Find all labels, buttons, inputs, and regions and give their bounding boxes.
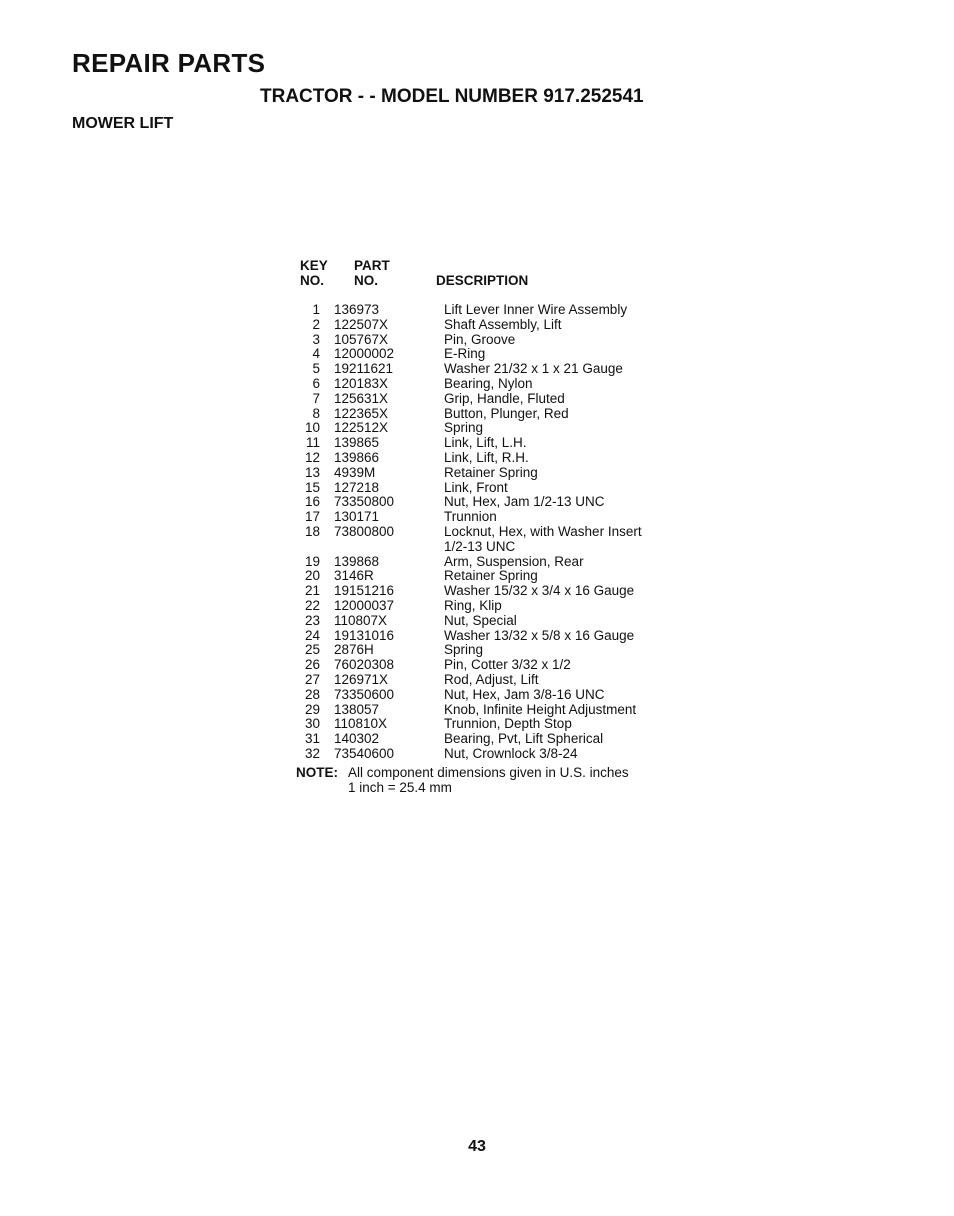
description-cell: Washer 15/32 x 3/4 x 16 Gauge [444, 583, 635, 599]
description-header: DESCRIPTION [436, 273, 529, 288]
description-cell: 1/2-13 UNC [444, 538, 516, 554]
key-no-cell: 1 [312, 302, 320, 317]
table-row [296, 421, 676, 436]
key-no-cell: 24 [304, 627, 320, 643]
part-no-cell: 120183X [334, 375, 389, 391]
key-no-cell: 29 [304, 701, 320, 717]
key-no-cell: 6 [312, 375, 320, 391]
description-cell: Knob, Infinite Height Adjustment [444, 701, 637, 717]
note [296, 765, 676, 795]
table-row [296, 362, 676, 377]
key-no-cell: 32 [304, 745, 320, 761]
table-row [296, 333, 676, 348]
model-subtitle: TRACTOR - - MODEL NUMBER 917.252541 [260, 86, 644, 107]
key-no-header-line1: KEY [300, 258, 328, 273]
table-row [296, 377, 676, 392]
page-number: 43 [468, 1138, 486, 1155]
key-no-cell: 30 [304, 716, 320, 732]
part-no-cell: 139868 [334, 553, 380, 569]
description-cell: Nut, Crownlock 3/8-24 [444, 745, 578, 761]
table-row [296, 629, 676, 644]
key-no-cell: 25 [304, 642, 320, 658]
description-cell: Lift Lever Inner Wire Assembly [444, 302, 628, 317]
table-row [296, 688, 676, 703]
part-no-cell: 19151216 [334, 583, 395, 599]
part-no-cell: 126971X [334, 671, 389, 687]
part-no-cell: 110810X [334, 716, 388, 732]
table-row [296, 451, 676, 466]
key-no-cell: 15 [304, 479, 320, 495]
key-no-cell: 23 [304, 612, 320, 628]
part-no-cell: 139866 [334, 449, 380, 465]
description-cell: Washer 21/32 x 1 x 21 Gauge [444, 361, 623, 377]
key-no-cell: 31 [304, 731, 320, 747]
table-row [296, 436, 676, 451]
table-row [296, 614, 676, 629]
page-title: REPAIR PARTS [72, 48, 266, 78]
description-cell: Nut, Hex, Jam 3/8-16 UNC [444, 686, 605, 702]
note-line1: All component dimensions given in U.S. inches [348, 764, 629, 780]
note-label: NOTE: [296, 764, 338, 780]
table-row [296, 732, 676, 747]
description-cell: Rod, Adjust, Lift [444, 671, 539, 687]
key-no-cell: 20 [304, 568, 320, 584]
key-no-cell: 2 [312, 316, 320, 332]
key-no-cell: 8 [312, 405, 320, 421]
table-row [296, 525, 676, 540]
table-row [296, 318, 676, 333]
part-no-cell: 73350800 [334, 494, 395, 510]
table-row [296, 495, 676, 510]
table-row [296, 347, 676, 362]
note-line2: 1 inch = 25.4 mm [348, 779, 452, 795]
part-no-header-line1: PART [354, 258, 390, 273]
key-no-cell: 4 [312, 346, 320, 362]
part-no-header-line2: NO. [354, 273, 379, 288]
description-cell: E-Ring [444, 346, 486, 362]
part-no-cell: 138057 [334, 701, 380, 717]
part-no-cell: 139865 [334, 435, 380, 451]
description-cell: Grip, Handle, Fluted [444, 390, 565, 406]
key-no-cell: 28 [304, 686, 320, 702]
description-cell: Link, Front [444, 479, 508, 495]
table-row [296, 481, 676, 496]
description-cell: Arm, Suspension, Rear [444, 553, 584, 569]
table-row [296, 643, 676, 658]
part-no-cell [320, 540, 444, 555]
key-no-cell: 13 [304, 464, 320, 480]
description-cell: Trunnion, Depth Stop [444, 716, 572, 732]
description-cell: Spring [444, 420, 484, 436]
part-no-cell: 122507X [334, 316, 389, 332]
description-cell: Button, Plunger, Red [444, 405, 569, 421]
key-no-cell: 7 [312, 390, 320, 406]
section-title: MOWER LIFT [72, 115, 174, 132]
table-row [296, 703, 676, 718]
description-cell: Bearing, Nylon [444, 375, 533, 391]
key-no-cell: 26 [304, 657, 320, 673]
table-row [296, 466, 676, 481]
key-no-cell: 27 [304, 671, 320, 687]
key-no-cell: 19 [304, 553, 320, 569]
part-no-cell: 19131016 [334, 627, 395, 643]
description-cell: Pin, Cotter 3/32 x 1/2 [444, 657, 571, 673]
table-row [296, 658, 676, 673]
key-no-cell: 16 [304, 494, 320, 510]
table-row [296, 303, 676, 318]
part-no-cell: 12000002 [334, 346, 395, 362]
description-cell: Link, Lift, R.H. [444, 449, 529, 465]
parts-list [296, 256, 676, 795]
key-no-cell: 5 [312, 361, 320, 377]
key-no-cell: 11 [305, 435, 320, 451]
part-no-cell: 136973 [334, 302, 380, 317]
parts-rows [296, 303, 676, 762]
part-no-cell: 127218 [334, 479, 380, 495]
key-no-header-line2: NO. [300, 273, 325, 288]
table-row [296, 540, 676, 555]
part-no-cell: 73540600 [334, 745, 395, 761]
description-cell: Retainer Spring [444, 464, 538, 480]
key-no-cell: 10 [304, 420, 320, 436]
table-row [296, 747, 676, 762]
part-no-cell: 122512X [334, 420, 389, 436]
part-no-cell: 130171 [334, 509, 380, 525]
description-cell: Shaft Assembly, Lift [444, 316, 562, 332]
key-no-cell: 21 [304, 583, 320, 599]
description-cell: Nut, Hex, Jam 1/2-13 UNC [444, 494, 605, 510]
description-cell: Bearing, Pvt, Lift Spherical [444, 731, 604, 747]
note-text [348, 765, 676, 795]
table-row [296, 717, 676, 732]
part-no-cell: 73350600 [334, 686, 395, 702]
table-row [296, 584, 676, 599]
key-no-cell [296, 540, 320, 555]
description-cell: Trunnion [444, 509, 497, 525]
part-no-cell: 110807X [334, 612, 388, 628]
description-cell: Washer 13/32 x 5/8 x 16 Gauge [444, 627, 635, 643]
key-no-cell: 17 [304, 509, 320, 525]
description-cell: Link, Lift, L.H. [444, 435, 527, 451]
table-row [296, 407, 676, 422]
part-no-cell: 73800800 [334, 523, 395, 539]
part-no-cell: 2876H [334, 642, 374, 658]
part-no-cell: 4939M [334, 464, 376, 480]
part-no-cell: 125631X [334, 390, 389, 406]
key-no-cell: 3 [312, 331, 320, 347]
part-no-cell: 76020308 [334, 657, 395, 673]
description-cell: Ring, Klip [444, 597, 502, 613]
part-no-cell: 12000037 [334, 597, 395, 613]
parts-list-header [296, 256, 676, 290]
table-row [296, 599, 676, 614]
table-row [296, 673, 676, 688]
key-no-cell: 22 [304, 597, 320, 613]
description-cell: Locknut, Hex, with Washer Insert [444, 523, 642, 539]
part-no-cell: 19211621 [334, 361, 394, 377]
description-cell: Pin, Groove [444, 331, 516, 347]
table-row [296, 392, 676, 407]
description-cell: Retainer Spring [444, 568, 538, 584]
table-row [296, 569, 676, 584]
key-no-cell: 12 [304, 449, 320, 465]
table-row [296, 510, 676, 525]
description-cell: Nut, Special [444, 612, 517, 628]
part-no-cell: 105767X [334, 331, 389, 347]
part-no-cell: 3146R [334, 568, 374, 584]
part-no-cell: 140302 [334, 731, 380, 747]
key-no-cell: 18 [304, 523, 320, 539]
part-no-cell: 122365X [334, 405, 389, 421]
table-row [296, 555, 676, 570]
description-cell: Spring [444, 642, 484, 658]
